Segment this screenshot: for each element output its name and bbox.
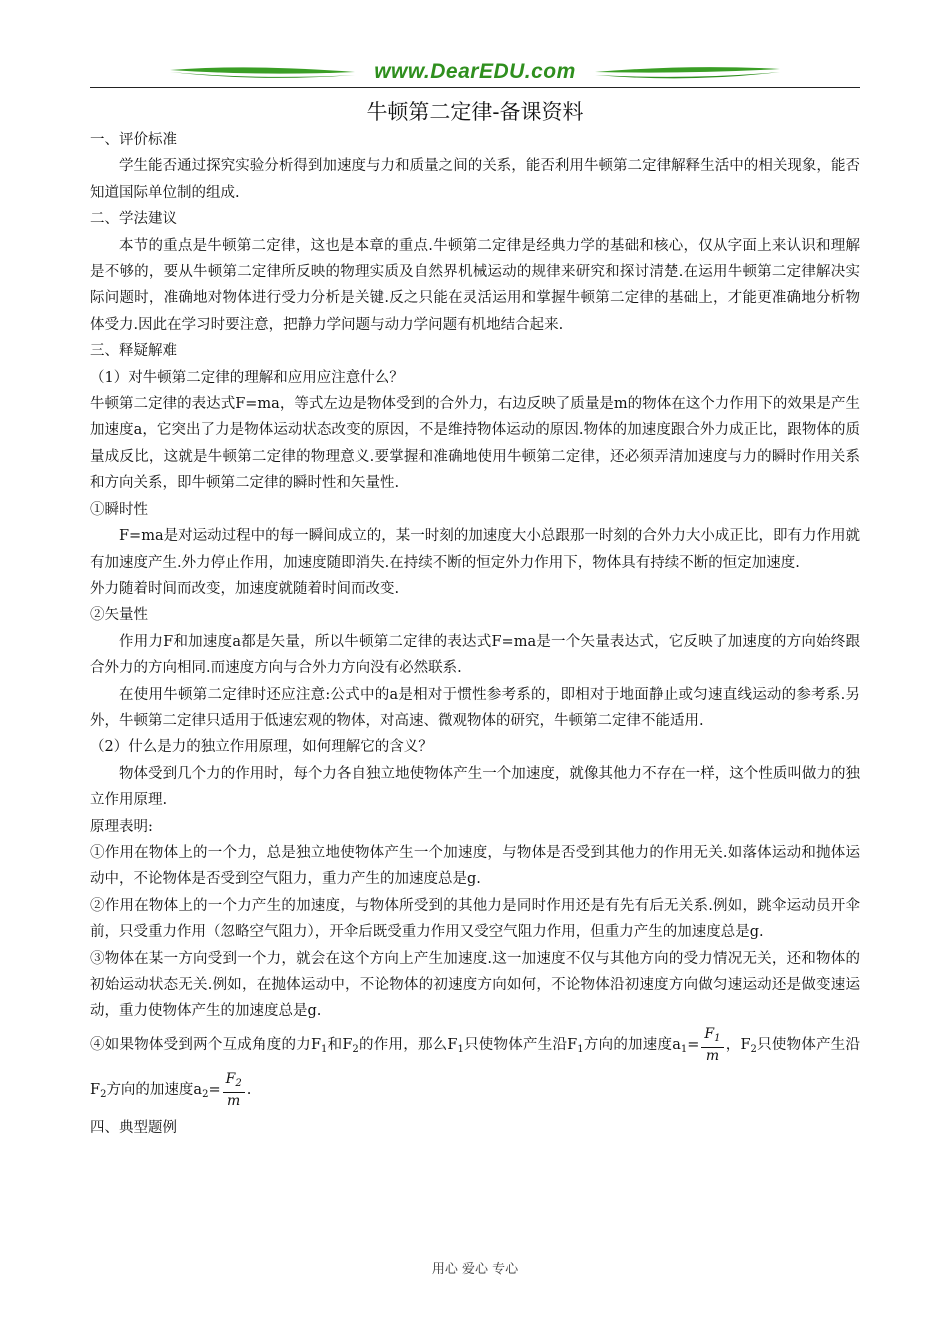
subscript: 2 — [100, 1088, 107, 1100]
list-item: ①作用在物体上的一个力，总是独立地使物体产生一个加速度，与物体是否受到其他力的作用无关.如落体运动和抛体运动中，不论物体是否受到空气阻力，重力产生的加速度总是g. — [90, 844, 860, 888]
numerator-text: F — [704, 1025, 715, 1042]
text-run: 只使物体产生沿F — [463, 1036, 578, 1053]
text-run: 只使物体产生沿F — [90, 1036, 861, 1098]
site-logo[interactable]: www.DearEDU.com — [374, 60, 576, 83]
section-heading-2: 二、学法建议 — [90, 211, 177, 228]
fraction-numerator — [701, 1026, 723, 1048]
header-divider — [90, 87, 860, 88]
equals-sign: = — [687, 1036, 700, 1053]
fraction-f2-over-m — [223, 1071, 245, 1109]
fraction-numerator — [223, 1071, 245, 1093]
subscript: 1 — [457, 1043, 464, 1055]
page-footer: 用心 爱心 专心 — [431, 1262, 519, 1277]
question-heading-2: （2）什么是力的独立作用原理，如何理解它的含义？ — [90, 739, 433, 756]
fraction-denominator: m — [227, 1092, 241, 1109]
subscript: 2 — [202, 1088, 209, 1100]
subscript: 2 — [352, 1043, 359, 1055]
paragraph: 牛顿第二定律的表达式F=ma，等式左边是物体受到的合外力，右边反映了质量是m的物体在这个力作用下的效果是产生加速度a，它突出了力是物体运动状态改变的原因，不是维持物体运动的原因.物体的加速度跟合外力成正比，跟物体的质量成反比，这就是牛顿第二定律的物理意义.要掌握和准确地使用牛顿第二定律，还必须弄清加速度与力的瞬时作用关系和方向关系，即牛顿第二定律的瞬时性和矢量性. — [90, 396, 860, 492]
fraction-f1-over-m — [701, 1026, 723, 1064]
question-heading-1: （1）对牛顿第二定律的理解和应用应注意什么？ — [90, 369, 404, 386]
text-run: ，F — [725, 1036, 751, 1053]
text-run: ④如果物体受到两个互成角度的力F — [90, 1036, 322, 1053]
subscript: 1 — [321, 1043, 328, 1055]
paragraph: 在使用牛顿第二定律时还应注意:公式中的a是相对于惯性参考系的，即相对于地面静止或匀速直线运动的参考系.另外，牛顿第二定律只适用于低速宏观的物体，对高速、微观物体的研究，牛顿第二定律不能适用. — [90, 686, 860, 729]
subscript: 2 — [750, 1043, 757, 1055]
section-heading-1: 一、评价标准 — [90, 132, 177, 148]
text-run: 的作用，那么F — [358, 1036, 458, 1053]
paragraph: 本节的重点是牛顿第二定律，这也是本章的重点.牛顿第二定律是经典力学的基础和核心，仅从字面上来认识和理解是不够的，要从牛顿第二定律所反映的物理实质及自然界机械运动的规律来研究和探讨清楚.在运用牛顿第二定律解决实际问题时，准确地对物体进行受力分析是关键.反之只能在灵活运用和掌握牛顿第二定律的基础上，才能更准确地分析物体受力.因此在学习时要注意，把静力学问题与动力学问题有机地结合起来. — [90, 237, 860, 333]
text-run: 方向的加速度a — [106, 1081, 203, 1098]
paragraph: 原理表明: — [90, 818, 153, 835]
paragraph: 外力随着时间而改变，加速度就随着时间而改变. — [90, 580, 400, 597]
section-heading-3: 三、释疑解难 — [90, 343, 177, 360]
list-item: ②作用在物体上的一个力产生的加速度，与物体所受到的其他力是同时作用还是有先有后无关系.例如，跳伞运动员开伞前，只受重力作用（忽略空气阻力），开伞后既受重力作用又受空气阻力作用，但重力产生的加速度总是g. — [90, 897, 860, 941]
subheading-vector: ②矢量性 — [90, 607, 148, 624]
fraction-denominator: m — [705, 1047, 720, 1064]
paragraph: F=ma是对运动过程中的每一瞬间成立的，某一时刻的加速度大小总跟那一时刻的合外力大小成正比，即有力作用就有加速度产生.外力停止作用，加速度随即消失.在持续不断的恒定外力作用下，物体具有持续不断的恒定加速度. — [90, 528, 860, 571]
document-body — [90, 127, 860, 1141]
subheading-instantaneity: ①瞬时性 — [90, 501, 148, 518]
subscript: 2 — [235, 1077, 242, 1089]
section-heading-4: 四、典型题例 — [90, 1119, 177, 1136]
text-run: 和F — [327, 1036, 353, 1053]
list-item: ③物体在某一方向受到一个力，就会在这个方向上产生加速度.这一加速度不仅与其他方向的受力情况无关，还和物体的初始运动状态无关.例如，在抛体运动中，不论物体的初速度方向如何，不论物体沿初速度方向做匀速运动还是做变速运动，重力使物体产生的加速度总是g. — [90, 950, 860, 1020]
subscript: 1 — [714, 1032, 721, 1044]
paragraph: 物体受到几个力的作用时，每个力各自独立地使物体产生一个加速度，就像其他力不存在一样，这个性质叫做力的独立作用原理. — [90, 765, 860, 809]
paragraph: 作用力F和加速度a都是矢量，所以牛顿第二定律的表达式F=ma是一个矢量表达式，它反映了加速度的方向始终跟合外力的方向相同.而速度方向与合外力方向没有必然联系. — [90, 633, 860, 677]
page-title: 牛顿第二定律-备课资料 — [366, 100, 584, 124]
paragraph: 学生能否通过探究实验分析得到加速度与力和质量之间的关系，能否利用牛顿第二定律解释生活中的相关现象，能否知道国际单位制的组成. — [90, 158, 860, 201]
equals-sign: = — [208, 1081, 221, 1098]
text-run: 方向的加速度a — [583, 1036, 681, 1053]
text-run: . — [246, 1081, 252, 1098]
subscript: 1 — [680, 1043, 688, 1055]
numerator-text: F — [225, 1070, 236, 1087]
list-item-formula — [90, 1025, 860, 1115]
subscript: 1 — [577, 1043, 584, 1055]
